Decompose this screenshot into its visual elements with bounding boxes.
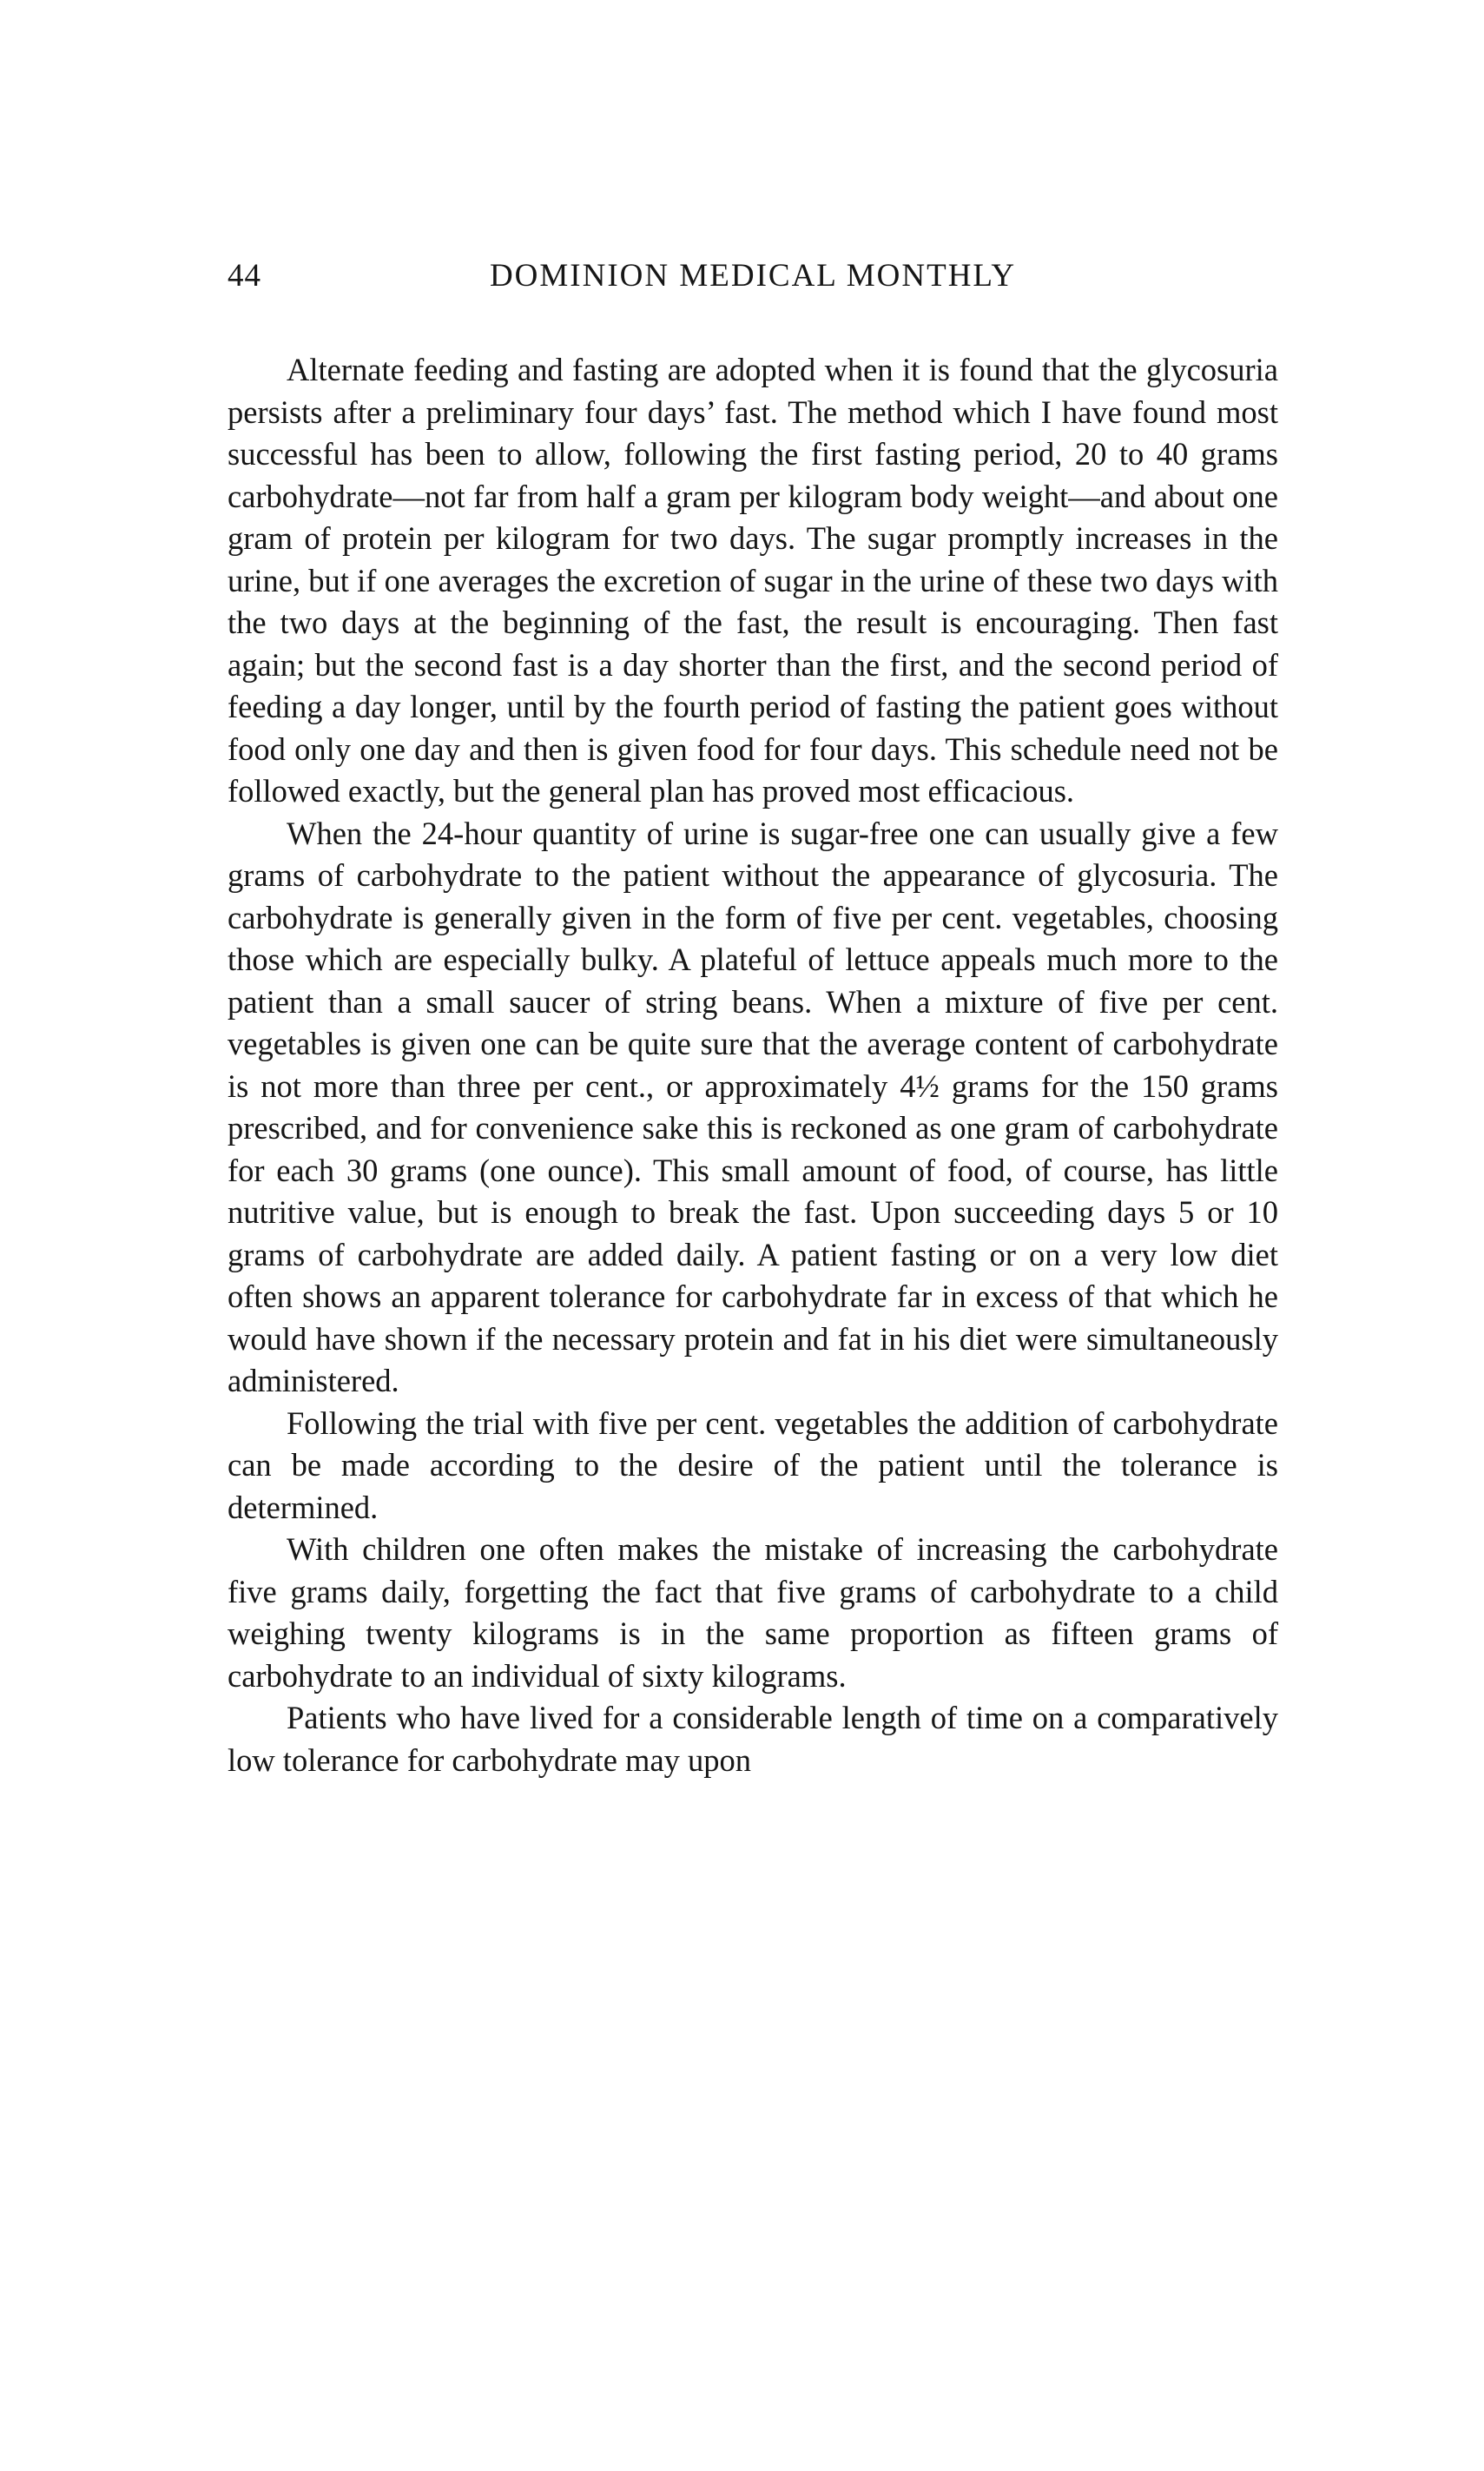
running-title: DOMINION MEDICAL MONTHLY [489, 258, 1017, 294]
page-number: 44 [228, 258, 261, 294]
paragraph-alternate-feeding: Alternate feeding and fasting are adopted when it is found that the glycosuria persists after a preliminary four days’ fast. The method which I have found most successful has been to allow, following the first fasting period, 20 to 40 grams carbohydrate—not far from half a gram per kilogram body weight—and about one gram of protein per kilogram for two days. The sugar promptly increases in the urine, but if one averages the excretion of sugar in the urine of these two days with the two days at the beginning of the fast, the result is encouraging. Then fast again; but the second fast is a day shorter than the first, and the second period of feeding a day longer, until by the fourth period of fasting the patient goes without food only one day and then is given food for four days. This schedule need not be followed exactly, but the general plan has proved most efficacious. [228, 352, 1278, 809]
paragraph-five-percent-vegetables: Following the trial with five per cent. vegetables the addition of carbohydrate can be made according to the desire of the patient until the tolerance is determined. [228, 1404, 1278, 1525]
paragraph-low-tolerance: Patients who have lived for a considerable length of time on a comparatively low tolerance for carbohydrate may upon [228, 1700, 1278, 1778]
paragraph-sugar-free-urine: When the 24-hour quantity of urine is sugar-free one can usually give a few grams of carbohydrate to the patient without the appearance of glycosuria. The carbohydrate is generally given in the form of five per cent. vegetables, choosing those which are especially bulky. A plateful of lettuce appeals much more to the patient than a small saucer of string beans. When a mixture of five per cent. vegetables is given one can be quite sure that the average content of carbohydrate is not more than three per cent., or approximately 4½ grams for the 150 grams prescribed, and for convenience sake this is reckoned as one gram of carbohydrate for each 30 grams (one ounce). This small amount of food, of course, has little nutritive value, but is enough to break the fast. Upon succeeding days 5 or 10 grams of carbohydrate are added daily. A patient fasting or on a very low diet often shows an apparent tolerance for carbohydrate far in excess of that which he would have shown if the necessary protein and fat in his diet were simultaneously administered. [228, 815, 1278, 1398]
page-header [228, 257, 1278, 309]
body-text [228, 349, 1278, 1781]
paragraph-children: With children one often makes the mistake of increasing the carbohydrate five grams daily, forgetting the fact that five grams of carbohydrate to a child weighing twenty kilograms is in the same proportion as fifteen grams of carbohydrate to an individual of sixty kilograms. [228, 1531, 1278, 1694]
